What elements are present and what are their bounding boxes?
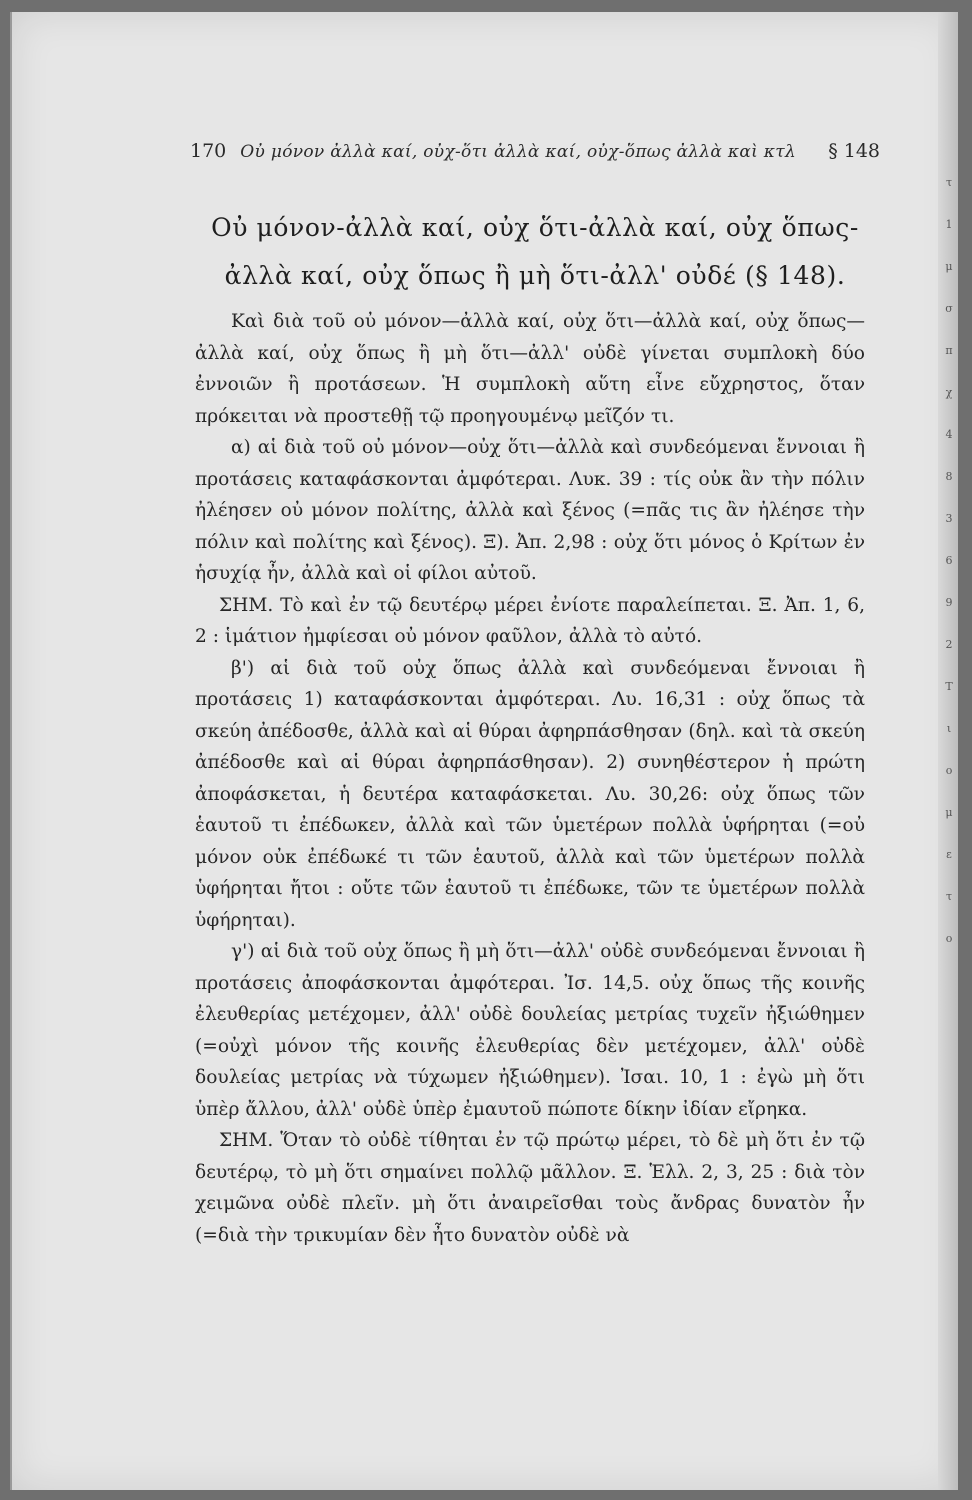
paragraph-note-2: ΣΗΜ. Ὅταν τὸ οὐδὲ τίθηται ἐν τῷ πρώτῳ μέρει, τὸ δὲ μὴ ὅτι ἐν τῷ δευτέρῳ, τὸ μὴ ὅτι σημαίνει πολλῷ μᾶλλον. Ξ. Ἑλλ. 2, 3, 25 : διὰ τὸν χειμῶνα οὐδὲ πλεῖν. μὴ ὅτι ἀναιρεῖσθαι τοὺς ἄνδρας δυνατὸν ἦν (=διὰ τὴν τρικυμίαν δὲν ἦτο δυνατὸν οὐδὲ νὰ [195, 1130, 865, 1246]
margin-mark: 8 [945, 470, 953, 483]
facing-page-edge [938, 12, 958, 1490]
section-heading: Οὐ μόνον-ἀλλὰ καί, οὐχ ὅτι-ἀλλὰ καί, οὐχ ὅπως-ἀλλὰ καί, οὐχ ὅπως ἢ μὴ ὅτι-ἀλλ' οὐδέ (§ 148). [211, 213, 859, 290]
margin-mark: ο [945, 764, 953, 777]
paragraph-gamma: γ') αἱ διὰ τοῦ οὐχ ὅπως ἢ μὴ ὅτι—ἀλλ' οὐδὲ συνδεόμεναι ἔννοιαι ἢ προτάσεις ἀποφάσκονται ἀμφότεραι. Ἰσ. 14,5. οὐχ ὅπως τῆς κοινῆς ἐλευθερίας μετέχομεν, ἀλλ' οὐδὲ δουλείας μετρίας τυχεῖν ἠξιώθημεν (=οὐχὶ μόνον τῆς κοινῆς ἐλευθερίας δὲν μετέχομεν, ἀλλ' οὐδὲ δουλείας μετρίας νὰ τύχωμεν ἠξιώθημεν). Ἰσαι. 10, 1 : ἐγὼ μὴ ὅτι ὑπὲρ ἄλλου, ἀλλ' οὐδὲ ὑπὲρ ἐμαυτοῦ πώποτε δίκην ἰδίαν εἴρηκα. [195, 941, 865, 1120]
margin-mark: Τ [945, 680, 953, 693]
margin-mark: 1 [945, 218, 953, 231]
margin-mark: ο [945, 932, 953, 945]
margin-mark: σ [945, 302, 953, 315]
paragraph-intro: Καὶ διὰ τοῦ οὐ μόνον—ἀλλὰ καί, οὐχ ὅτι—ἀλλὰ καί, οὐχ ὅπως—ἀλλὰ καί, οὐχ ὅπως ἢ μὴ ὅτι—ἀλλ' οὐδὲ γίνεται συμπλοκὴ δύο ἐννοιῶν ἢ προτάσεων. Ἡ συμπλοκὴ αὕτη εἶνε εὔχρηστος, ὅταν πρόκειται νὰ προστεθῇ τῷ προηγουμένῳ μεῖζόν τι. [195, 311, 865, 427]
running-head [190, 140, 880, 162]
margin-mark: 4 [945, 428, 953, 441]
margin-mark: 9 [945, 596, 953, 609]
margin-mark: 3 [945, 512, 953, 525]
paragraph-beta: β') αἱ διὰ τοῦ οὐχ ὅπως ἀλλὰ καὶ συνδεόμεναι ἔννοιαι ἢ προτάσεις 1) καταφάσκονται ἀμφότεραι. Λυ. 16,31 : οὐχ ὅπως τὰ σκεύη ἀπέδοσθε, ἀλλὰ καὶ αἱ θύραι ἀφηρπάσθησαν (δηλ. καὶ τὰ σκεύη ἀπέδοσθε καὶ αἱ θύραι ἀφηρπάσθησαν). 2) συνηθέστερον ἡ πρώτη ἀποφάσκεται, ἡ δευτέρα καταφάσκεται. Λυ. 30,26: οὐχ ὅπως τῶν ἑαυτοῦ τι ἐπέδωκεν, ἀλλὰ καὶ τῶν ὑμετέρων πολλὰ ὑφήρηται (=οὐ μόνον οὐκ ἐπέδωκέ τι τῶν ἑαυτοῦ, ἀλλὰ καὶ τῶν ὑμετέρων πολλὰ ὑφήρηται ἤτοι : οὔτε τῶν ἑαυτοῦ τι ἐπέδωκε, τῶν τε ὑμετέρων πολλὰ ὑφήρηται). [195, 657, 865, 931]
margin-mark: ι [946, 722, 952, 735]
margin-mark: μ [945, 260, 953, 273]
running-head-title: Οὐ μόνον ἀλλὰ καί, οὐχ-ὅτι ἀλλὰ καί, οὐχ-ὅπως ἀλλὰ καὶ κτλ [240, 142, 797, 162]
section-reference: § 148 [828, 140, 880, 162]
facing-page-marks [942, 162, 956, 960]
margin-mark: τ [945, 176, 953, 189]
margin-mark: π [945, 344, 953, 357]
margin-mark: χ [945, 386, 953, 399]
margin-mark: μ [945, 806, 953, 819]
paragraph-note-1: ΣΗΜ. Τὸ καὶ ἐν τῷ δευτέρῳ μέρει ἐνίοτε παραλείπεται. Ξ. Ἀπ. 1, 6, 2 : ἱμάτιον ἠμφίεσαι οὐ μόνον φαῦλον, ἀλλὰ τὸ αὐτό. [195, 594, 865, 647]
book-page [10, 12, 958, 1490]
page-number: 170 [190, 140, 227, 162]
margin-mark: 6 [945, 554, 953, 567]
paragraph-alpha: α) αἱ διὰ τοῦ οὐ μόνον—οὐχ ὅτι—ἀλλὰ καὶ συνδεόμεναι ἔννοιαι ἢ προτάσεις καταφάσκονται ἀμφότεραι. Λυκ. 39 : τίς οὐκ ἂν τὴν πόλιν ἠλέησεν οὐ μόνον πολίτης, ἀλλὰ καὶ ξένος (=πᾶς τις ἂν ἠλέησε τὴν πόλιν καὶ πολίτης καὶ ξένος). Ξ). Ἀπ. 2,98 : οὐχ ὅτι μόνος ὁ Κρίτων ἐν ἡσυχίᾳ ἦν, ἀλλὰ καὶ οἱ φίλοι αὐτοῦ. [195, 437, 865, 584]
margin-mark: ε [946, 848, 952, 861]
body-text [195, 306, 865, 1251]
margin-mark: 2 [945, 638, 953, 651]
margin-mark: τ [945, 890, 953, 903]
